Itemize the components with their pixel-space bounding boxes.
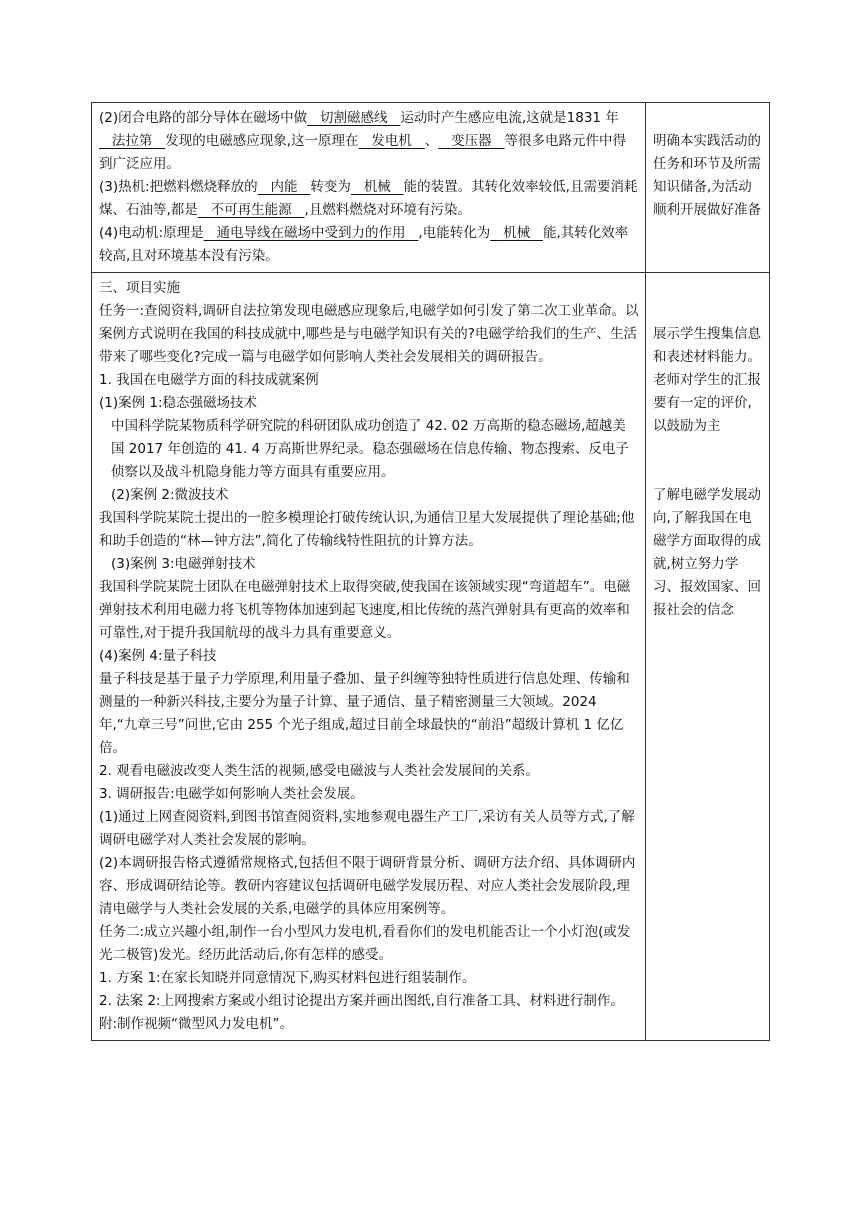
purpose-text: 明确本实践活动的任务和环节及所需知识储备,为活动顺利开展做好准备	[653, 133, 761, 218]
plan-1: 1. 方案 1:在家长知晓并同意情况下,购买材料包进行组装制作。	[99, 970, 476, 986]
subsection-3: 3. 调研报告:电磁学如何影响人类社会发展。	[99, 786, 364, 802]
case-1-text: 中国科学院某物质科学研究院的科研团队成功创造了 42. 02 万高斯的稳态磁场,超越美国 2017 年创造的 41. 4 万高斯世界纪录。稳态强磁场在信息传输、物态搜索、反电子侦察以及战斗机隐身能力等方面具有重要应用。	[111, 418, 629, 480]
purpose-cell	[646, 103, 770, 273]
section-heading: 三、项目实施	[99, 280, 180, 296]
subsection-2: 2. 观看电磁波改变人类生活的视频,感受电磁波与人类社会发展间的关系。	[99, 763, 539, 779]
case-3-text: 我国科学院某院士团队在电磁弹射技术上取得突破,使我国在该领域实现“弯道超车”。电磁弹射技术利用电磁力将飞机等物体加速到起飞速度,相比传统的蒸汽弹射具有更高的效率和可靠性,对于提升我国航母的战斗力具有重要意义。	[99, 579, 631, 641]
item-3	[99, 176, 639, 222]
text: 、	[424, 133, 439, 149]
blank-answer: 发电机	[371, 133, 412, 149]
text: 发现的电磁感应现象,这一原理在	[165, 133, 359, 149]
blank-answer: 变压器	[451, 133, 492, 149]
blank-answer: 通电导线在磁场中受到力的作用	[216, 225, 406, 241]
purpose-text: 展示学生搜集信息和表述材料能力。老师对学生的汇报要有一定的评价,以鼓励为主	[653, 326, 761, 434]
case-1-title: (1)案例 1:稳态强磁场技术	[99, 395, 258, 411]
task-2: 任务二:成立兴趣小组,制作一台小型风力发电机,看看你们的发电机能否让一个小灯泡(或发光二极管)发光。经历此活动后,你有怎样的感受。	[99, 924, 631, 963]
text: 转变为	[310, 179, 351, 195]
text: 运动时产生感应电流,这就是1831 年	[400, 110, 619, 126]
spacer	[653, 438, 763, 484]
text: (2)闭合电路的部分导体在磁场中做	[99, 110, 308, 126]
text: ,且燃料燃烧对环境有污染。	[304, 202, 471, 218]
task-1: 任务一:查阅资料,调研自法拉第发现电磁感应现象后,电磁学如何引发了第二次工业革命。以案例方式说明在我国的科技成就中,哪些是与电磁学知识有关的?电磁学给我们的生产、生活带来了哪些变化?完成一篇与电磁学如何影响人类社会发展相关的调研报告。	[99, 303, 639, 365]
plan-2: 2. 法案 2:上网搜索方案或小组讨论提出方案并画出图纸,自行准备工具、材料进行制作。	[99, 993, 624, 1009]
case-4-title: (4)案例 4:量子科技	[99, 648, 217, 664]
blank-answer: 不可再生能源	[210, 202, 292, 218]
case-4-text: 量子科技是基于量子力学原理,利用量子叠加、量子纠缠等独特性质进行信息处理、传输和测量的一种新兴科技,主要分为量子计算、量子通信、量子精密测量三大领域。2024 年,“九章三号”问世,它由 255 个光子组成,超过目前全球最快的“前沿”超级计算机 1 亿亿倍。	[99, 671, 630, 756]
subsection-3-2: (2)本调研报告格式遵循常规格式,包括但不限于调研背景分析、调研方法介绍、具体调研内容、形成调研结论等。教研内容建议包括调研电磁学发展历程、对应人类社会发展阶段,理清电磁学与人类社会发展的关系,电磁学的具体应用案例等。	[99, 855, 636, 917]
item-2	[99, 107, 639, 176]
text: (3)热机:把燃料燃烧释放的	[99, 179, 258, 195]
blank-answer: 法拉第	[111, 133, 153, 149]
blank-answer: 机械	[363, 179, 391, 195]
purpose-cell	[646, 273, 770, 1041]
case-3-title: (3)案例 3:电磁弹射技术	[111, 556, 256, 572]
case-2-title: (2)案例 2:微波技术	[111, 487, 229, 503]
text: (4)电动机:原理是	[99, 225, 204, 241]
text: 能,其转化效率较高,且对环境基本没有污染。	[99, 225, 629, 264]
purpose-text: 了解电磁学发展动向,了解我国在电磁学方面取得的成就,树立努力学习、报效国家、回报社会的信念	[653, 487, 761, 618]
text: 能的装置。其转化效率较低,且需要消耗煤、石油等,都是	[99, 179, 638, 218]
text: 等很多电路元件中得到广泛应用。	[99, 133, 627, 172]
blank-answer: 切割磁感线	[320, 110, 388, 126]
subsection-3-1: (1)通过上网查阅资料,到图书馆查阅资料,实地参观电器生产工厂,采访有关人员等方式,了解调研电磁学对人类社会发展的影响。	[99, 809, 635, 848]
table-row	[92, 273, 770, 1041]
table-row	[92, 103, 770, 273]
knowledge-review-cell	[92, 103, 646, 273]
lesson-table	[91, 102, 770, 1041]
appendix: 附:制作视频“微型风力发电机”。	[99, 1016, 294, 1032]
blank-answer: 机械	[503, 225, 531, 241]
case-2-text: 我国科学院某院士提出的一腔多模理论打破传统认识,为通信卫星大发展提供了理论基础;他和助手创造的“林—钟方法”,简化了传输线特性阻抗的计算方法。	[99, 510, 635, 549]
text: ,电能转化为	[418, 225, 491, 241]
item-4	[99, 222, 639, 268]
blank-answer: 内能	[270, 179, 298, 195]
implementation-cell	[92, 273, 646, 1041]
subsection-1: 1. 我国在电磁学方面的科技成就案例	[99, 372, 319, 388]
